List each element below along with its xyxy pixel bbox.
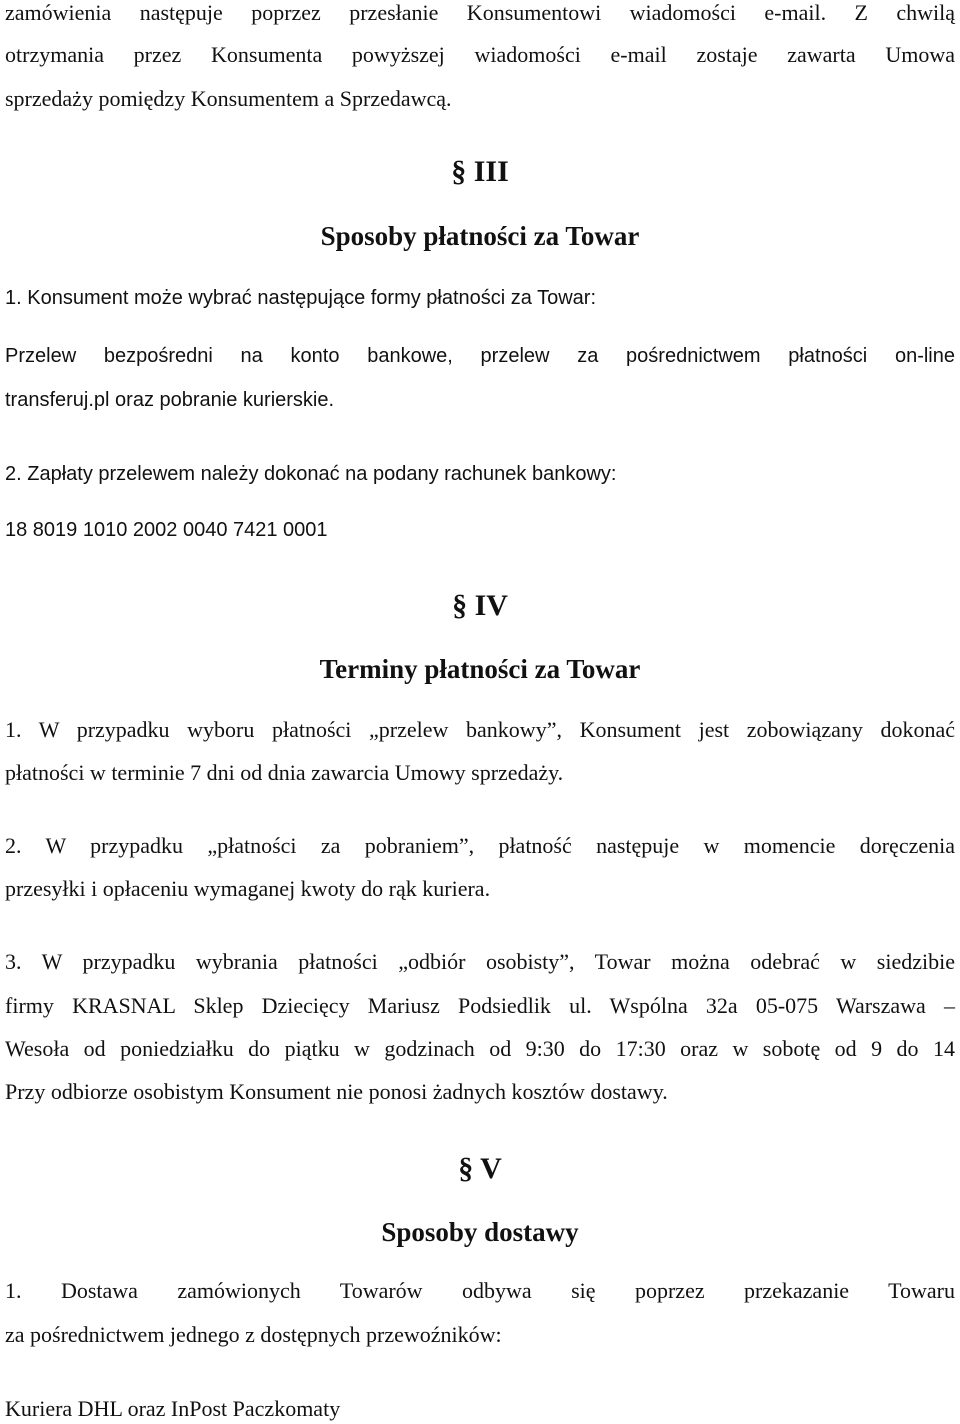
paragraph-line: transferuj.pl oraz pobranie kurierskie. — [5, 389, 335, 411]
paragraph-line: zamówienia następuje poprzez przesłanie Konsumentowi wiadomości e-mail. Z chwilą — [5, 0, 955, 25]
paragraph-line: Kuriera DHL oraz InPost Paczkomaty — [5, 1396, 341, 1421]
section-number: § IV — [452, 589, 508, 622]
bank-account-number: 18 8019 1010 2002 0040 7421 0001 — [5, 519, 328, 541]
paragraph-line: za pośrednictwem jednego z dostępnych przewoźników: — [5, 1322, 502, 1347]
paragraph-line: 1. W przypadku wyboru płatności „przelew bankowy”, Konsument jest zobowiązany dokonać — [5, 717, 955, 742]
paragraph-line: 2. W przypadku „płatności za pobraniem”, płatność następuje w momencie doręczenia — [5, 833, 955, 858]
paragraph-line: 1. Konsument może wybrać następujące formy płatności za Towar: — [5, 287, 597, 309]
paragraph-line: 3. W przypadku wybrania płatności „odbiór osobisty”, Towar można odebrać w siedzibie — [5, 949, 955, 974]
section-title: Terminy płatności za Towar — [319, 654, 641, 684]
section-number: § III — [451, 155, 509, 188]
paragraph-line: firmy KRASNAL Sklep Dziecięcy Mariusz Podsiedlik ul. Wspólna 32a 05-075 Warszawa – — [5, 993, 955, 1018]
section-number: § V — [458, 1152, 502, 1185]
paragraph-line: płatności w terminie 7 dni od dnia zawarcia Umowy sprzedaży. — [5, 760, 564, 785]
paragraph-line: przesyłki i opłaceniu wymaganej kwoty do rąk kuriera. — [5, 876, 491, 901]
paragraph-line: sprzedaży pomiędzy Konsumentem a Sprzedawcą. — [5, 86, 452, 111]
paragraph-line: otrzymania przez Konsumenta powyższej wiadomości e-mail zostaje zawarta Umowa — [5, 42, 955, 67]
paragraph-line: 1. Dostawa zamówionych Towarów odbywa się poprzez przekazanie Towaru — [5, 1278, 955, 1303]
paragraph-line: Wesoła od poniedziałku do piątku w godzinach od 9:30 do 17:30 oraz w sobotę od 9 do 14 — [5, 1036, 955, 1061]
paragraph-line: Przelew bezpośredni na konto bankowe, przelew za pośrednictwem płatności on-line — [5, 345, 955, 367]
section-title: Sposoby płatności za Towar — [320, 221, 640, 251]
section-title: Sposoby dostawy — [381, 1217, 579, 1247]
paragraph-line: Przy odbiorze osobistym Konsument nie ponosi żadnych kosztów dostawy. — [5, 1079, 668, 1104]
paragraph-line: 2. Zapłaty przelewem należy dokonać na podany rachunek bankowy: — [5, 463, 617, 485]
